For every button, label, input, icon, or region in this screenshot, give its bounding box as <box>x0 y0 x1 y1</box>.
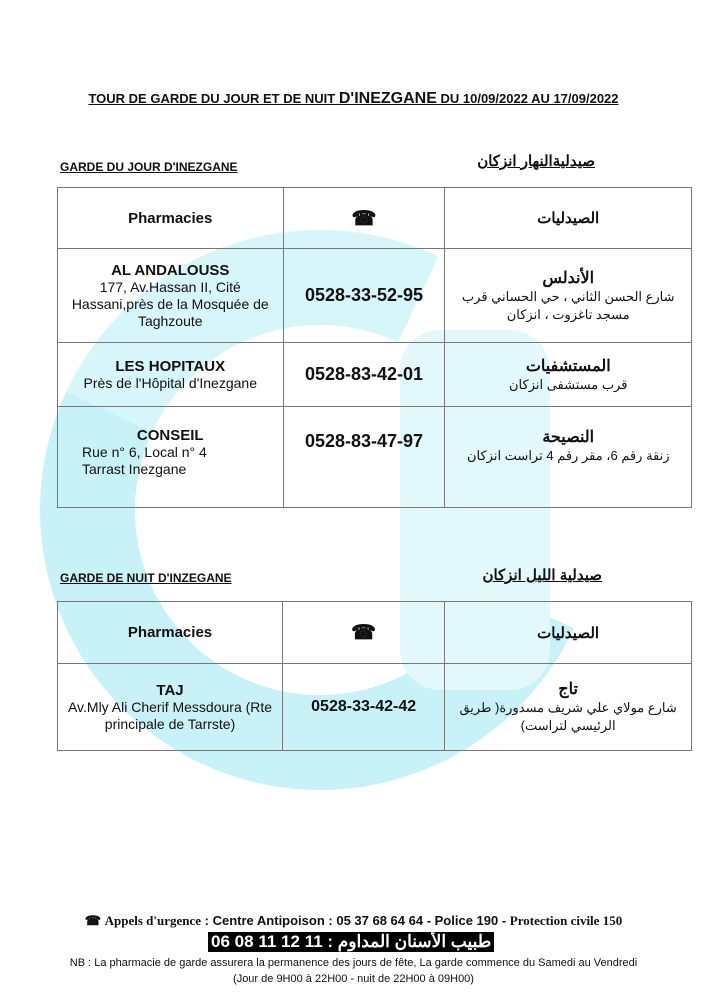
col-pharmacies-ar: الصيدليات <box>445 188 692 249</box>
col-pharmacies-ar: الصيدليات <box>445 602 692 664</box>
phone-icon: ☎ <box>283 602 445 664</box>
pharmacy-name-ar: المستشفيات <box>525 357 611 375</box>
pharmacy-address-ar: زنقة رقم 6، مقر رقم 4 تراست انزكان <box>466 448 670 463</box>
pharmacy-name: LES HOPITAUX <box>115 357 226 375</box>
emergency-label: Appels d'urgence <box>104 913 202 928</box>
night-table <box>57 601 692 751</box>
phone-icon: ☎ <box>84 913 101 928</box>
emergency-line <box>0 913 707 929</box>
table-row <box>58 249 692 343</box>
civil-protection: Protection civile 150 <box>509 913 623 928</box>
table-row <box>58 664 692 751</box>
table-header <box>58 188 692 249</box>
pharmacy-phone: 0528-83-42-01 <box>283 343 445 407</box>
pharmacy-address: Près de l'Hôpital d'Inezgane <box>83 374 257 391</box>
footer-note: NB : La pharmacie de garde assurera la permanence des jours de fête, La garde commence du Samedi au Vendredi (Jour de 9H00 à 22H00 - nuit de 22H00 à 09H00) <box>69 957 638 985</box>
phone-icon: ☎ <box>283 188 445 249</box>
pharmacy-phone: 0528-33-52-95 <box>283 249 445 343</box>
pharmacy-address-ar: شارع مولاي علي شريف مسدورة( طريق الرئيسي لتراست) <box>459 700 677 733</box>
pharmacy-address-ar: شارع الحسن الثاني ، حي الحساني قرب مسجد تاغزوت ، انزكان <box>461 288 675 322</box>
day-heading-fr: GARDE DU JOUR D'INEZGANE <box>60 160 238 174</box>
page-title: TOUR DE GARDE DU JOUR ET DE NUIT D'INEZGANE DU 10/09/2022 AU 17/09/2022 <box>88 90 619 107</box>
night-heading-fr: GARDE DE NUIT D'INZEGANE <box>60 571 232 585</box>
pharmacy-name-ar: الأندلس <box>542 269 595 287</box>
pharmacy-name-ar: تاج <box>558 681 578 698</box>
table-header <box>58 602 692 664</box>
day-table <box>57 187 692 508</box>
emergency-numbers: : Centre Antipoison : 05 37 68 64 64 - Police 190 - <box>201 913 510 928</box>
day-heading-ar: صيدليةالنهار انزكان <box>477 153 595 170</box>
table-row <box>58 343 692 407</box>
pharmacy-address: Rue n° 6, Local n° 4 Tarrast Inezgane <box>82 444 207 477</box>
pharmacy-name: TAJ <box>156 681 184 699</box>
night-heading-ar: صيدلية الليل انزكان <box>482 567 602 584</box>
pharmacy-phone: 0528-33-42-42 <box>283 664 445 751</box>
pharmacy-name: CONSEIL <box>136 427 204 444</box>
pharmacy-phone: 0528-83-47-97 <box>283 407 445 508</box>
pharmacy-name: AL ANDALOUSS <box>111 261 230 279</box>
table-row <box>58 407 692 508</box>
pharmacy-address: Av.Mly Ali Cherif Messdoura (Rte principale de Tarrste) <box>67 698 273 732</box>
pharmacy-address: 177, Av.Hassan II, Cité Hassani,près de la Mosquée de Taghzoute <box>71 278 269 329</box>
dentist-banner: طبيب الأسنان المداوم : 11 12 11 08 06 <box>208 932 494 952</box>
pharmacy-address-ar: قرب مستشفى انزكان <box>509 376 628 392</box>
col-pharmacies: Pharmacies <box>58 602 283 664</box>
col-pharmacies: Pharmacies <box>58 188 284 249</box>
pharmacy-name-ar: النصيحة <box>542 429 595 446</box>
